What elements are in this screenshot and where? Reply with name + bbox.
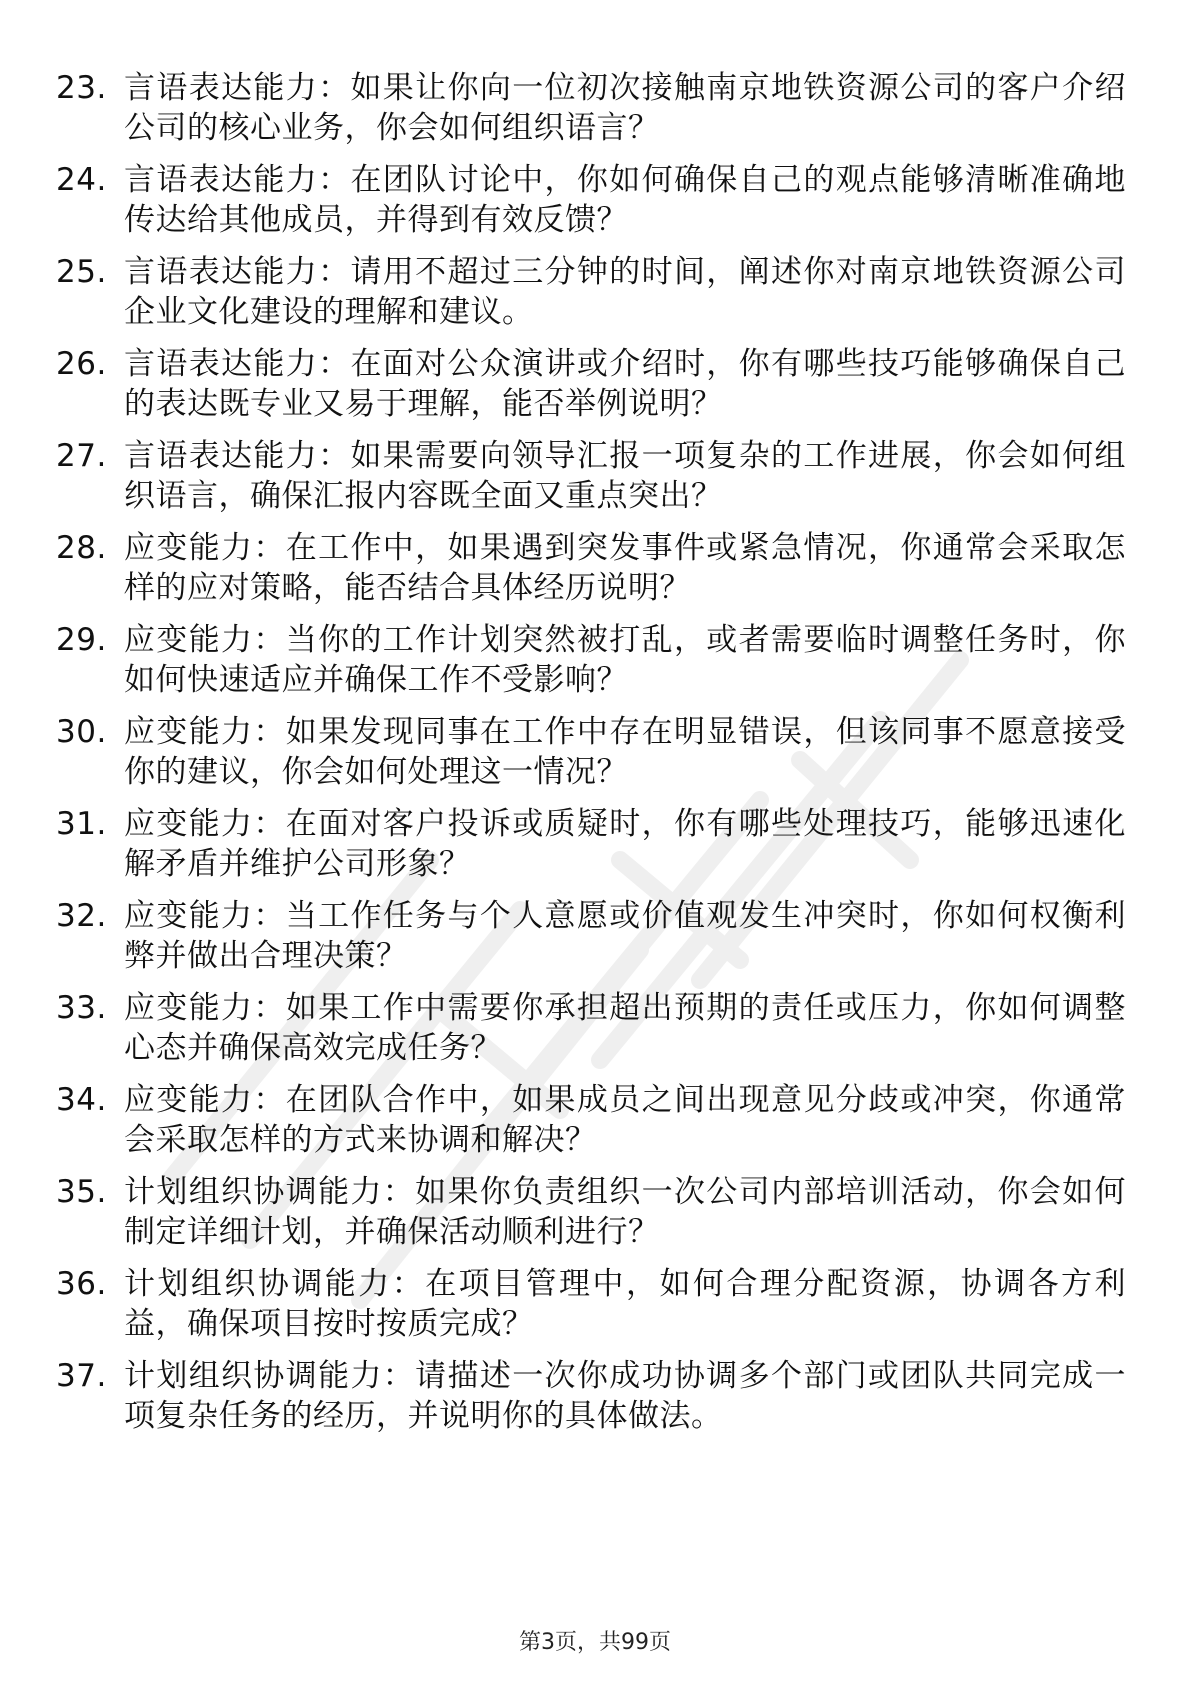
page-number-label: 第3页，共99页 (519, 1630, 671, 1655)
question-number: 37. (56, 1358, 107, 1394)
question-text: 计划组织协调能力：在项目管理中，如何合理分配资源，协调各方利益，确保项目按时按质完成？ (124, 1266, 1126, 1342)
question-number: 29. (56, 622, 107, 658)
question-text: 计划组织协调能力：请描述一次你成功协调多个部门或团队共同完成一项复杂任务的经历，并说明你的具体做法。 (124, 1358, 1126, 1434)
question-item (56, 620, 1126, 700)
question-text: 言语表达能力：在团队讨论中，你如何确保自己的观点能够清晰准确地传达给其他成员，并得到有效反馈？ (124, 162, 1126, 238)
page-footer (0, 1629, 1190, 1657)
question-text: 应变能力：在工作中，如果遇到突发事件或紧急情况，你通常会采取怎样的应对策略，能否结合具体经历说明？ (124, 530, 1126, 606)
question-number: 27. (56, 438, 107, 474)
question-text: 应变能力：如果发现同事在工作中存在明显错误，但该同事不愿意接受你的建议，你会如何处理这一情况？ (124, 714, 1126, 790)
question-item (56, 436, 1126, 516)
question-text: 言语表达能力：请用不超过三分钟的时间，阐述你对南京地铁资源公司企业文化建设的理解和建议。 (124, 254, 1126, 330)
question-text: 言语表达能力：如果让你向一位初次接触南京地铁资源公司的客户介绍公司的核心业务，你会如何组织语言？ (124, 70, 1126, 146)
question-text: 应变能力：在面对客户投诉或质疑时，你有哪些处理技巧，能够迅速化解矛盾并维护公司形象？ (124, 806, 1126, 882)
question-item (56, 988, 1126, 1068)
question-item (56, 1080, 1126, 1160)
question-number: 33. (56, 990, 107, 1026)
question-item (56, 160, 1126, 240)
question-text: 应变能力：当工作任务与个人意愿或价值观发生冲突时，你如何权衡利弊并做出合理决策？ (124, 898, 1126, 974)
question-number: 36. (56, 1266, 107, 1302)
question-number: 34. (56, 1082, 107, 1118)
question-item (56, 528, 1126, 608)
question-item (56, 68, 1126, 148)
question-number: 31. (56, 806, 107, 842)
question-number: 30. (56, 714, 107, 750)
question-item (56, 1264, 1126, 1344)
question-text: 计划组织协调能力：如果你负责组织一次公司内部培训活动，你会如何制定详细计划，并确保活动顺利进行？ (124, 1174, 1126, 1250)
question-number: 35. (56, 1174, 107, 1210)
question-item (56, 804, 1126, 884)
question-text: 应变能力：当你的工作计划突然被打乱，或者需要临时调整任务时，你如何快速适应并确保工作不受影响？ (124, 622, 1126, 698)
question-text: 言语表达能力：在面对公众演讲或介绍时，你有哪些技巧能够确保自己的表达既专业又易于理解，能否举例说明？ (124, 346, 1126, 422)
question-number: 28. (56, 530, 107, 566)
question-item (56, 1172, 1126, 1252)
question-text: 言语表达能力：如果需要向领导汇报一项复杂的工作进展，你会如何组织语言，确保汇报内容既全面又重点突出？ (124, 438, 1126, 514)
question-list (56, 68, 1126, 1448)
question-item (56, 1356, 1126, 1436)
question-item (56, 252, 1126, 332)
question-number: 24. (56, 162, 107, 198)
question-number: 23. (56, 70, 107, 106)
question-number: 32. (56, 898, 107, 934)
question-item (56, 712, 1126, 792)
question-item (56, 896, 1126, 976)
question-number: 26. (56, 346, 107, 382)
question-text: 应变能力：如果工作中需要你承担超出预期的责任或压力，你如何调整心态并确保高效完成任务？ (124, 990, 1126, 1066)
question-item (56, 344, 1126, 424)
question-text: 应变能力：在团队合作中，如果成员之间出现意见分歧或冲突，你通常会采取怎样的方式来协调和解决？ (124, 1082, 1126, 1158)
question-number: 25. (56, 254, 107, 290)
